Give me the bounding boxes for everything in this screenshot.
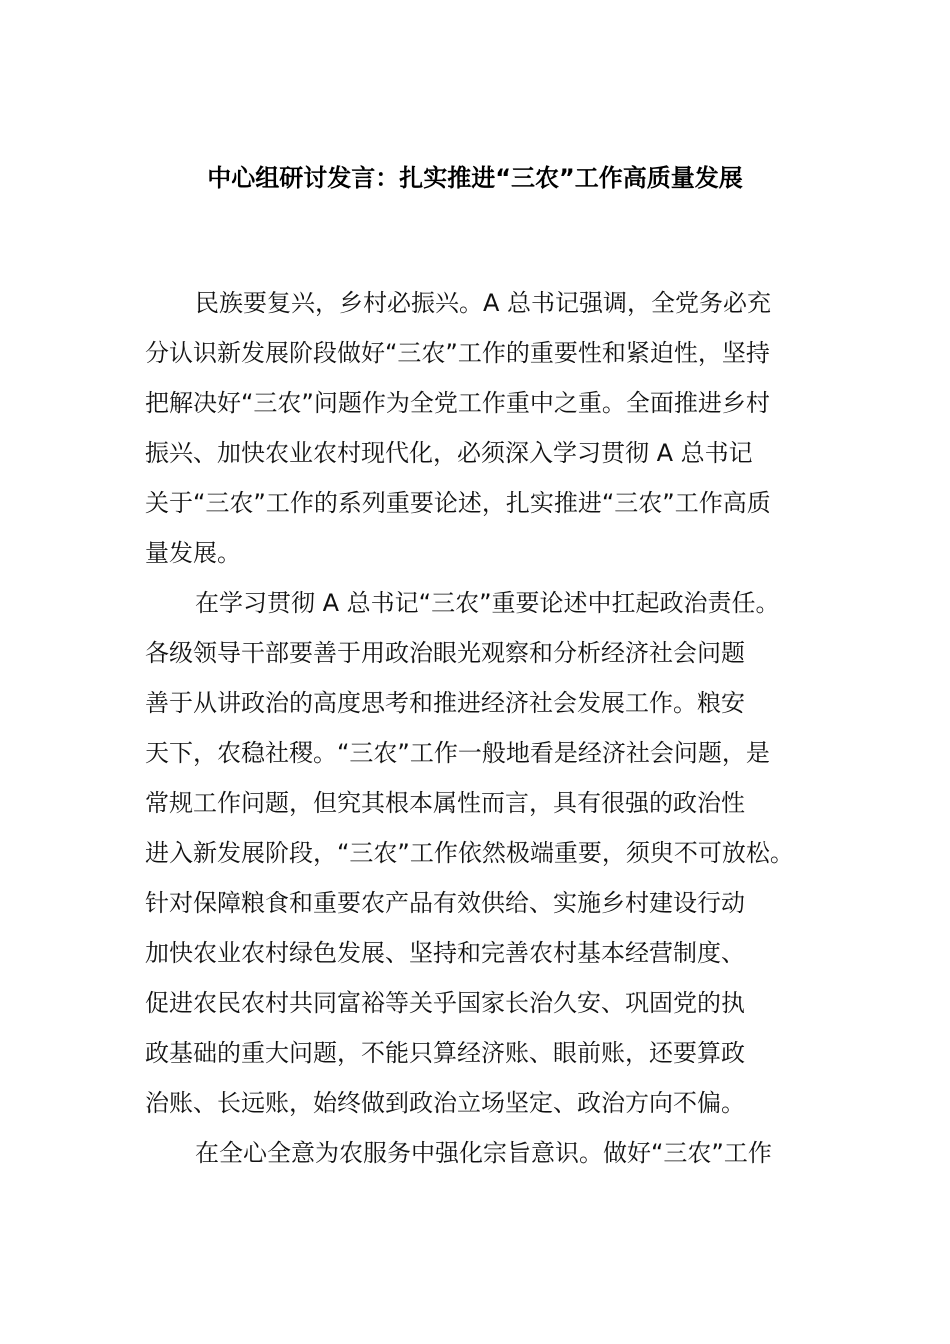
body-line: 善于从讲政治的高度思考和推进经济社会发展工作。粮安 bbox=[145, 689, 745, 717]
document-title: 中心组研讨发言：扎实推进“三农”工作高质量发展 bbox=[207, 164, 743, 192]
body-line: 把解决好“三农”问题作为全党工作重中之重。全面推进乡村 bbox=[145, 389, 770, 417]
body-line: 在学习贯彻 A 总书记“三农”重要论述中扛起政治责任。 bbox=[195, 589, 780, 617]
body-line: 加快农业农村绿色发展、坚持和完善农村基本经营制度、 bbox=[145, 939, 745, 967]
document-body bbox=[145, 278, 813, 1178]
body-line: 各级领导干部要善于用政治眼光观察和分析经济社会问题 bbox=[145, 639, 745, 667]
body-line: 促进农民农村共同富裕等关乎国家长治久安、巩固党的执 bbox=[145, 989, 745, 1017]
body-line: 振兴、加快农业农村现代化，必须深入学习贯彻 A 总书记 bbox=[145, 439, 753, 467]
body-line: 针对保障粮食和重要农产品有效供给、实施乡村建设行动 bbox=[145, 889, 745, 917]
body-line: 在全心全意为农服务中强化宗旨意识。做好“三农”工作 bbox=[195, 1139, 772, 1167]
body-line: 治账、长远账，始终做到政治立场坚定、政治方向不偏。 bbox=[145, 1089, 745, 1117]
body-line: 常规工作问题，但究其根本属性而言，具有很强的政治性 bbox=[145, 789, 745, 817]
body-line: 进入新发展阶段，“三农”工作依然极端重要，须臾不可放松。 bbox=[145, 839, 794, 867]
body-line: 关于“三农”工作的系列重要论述，扎实推进“三农”工作高质 bbox=[145, 489, 771, 517]
body-line: 分认识新发展阶段做好“三农”工作的重要性和紧迫性，坚持 bbox=[145, 339, 770, 367]
body-line: 量发展。 bbox=[145, 539, 241, 567]
body-line: 政基础的重大问题，不能只算经济账、眼前账，还要算政 bbox=[145, 1039, 745, 1067]
body-line: 民族要复兴，乡村必振兴。A 总书记强调，全党务必充 bbox=[195, 289, 772, 317]
body-line: 天下，农稳社稷。“三农”工作一般地看是经济社会问题，是 bbox=[145, 739, 770, 767]
